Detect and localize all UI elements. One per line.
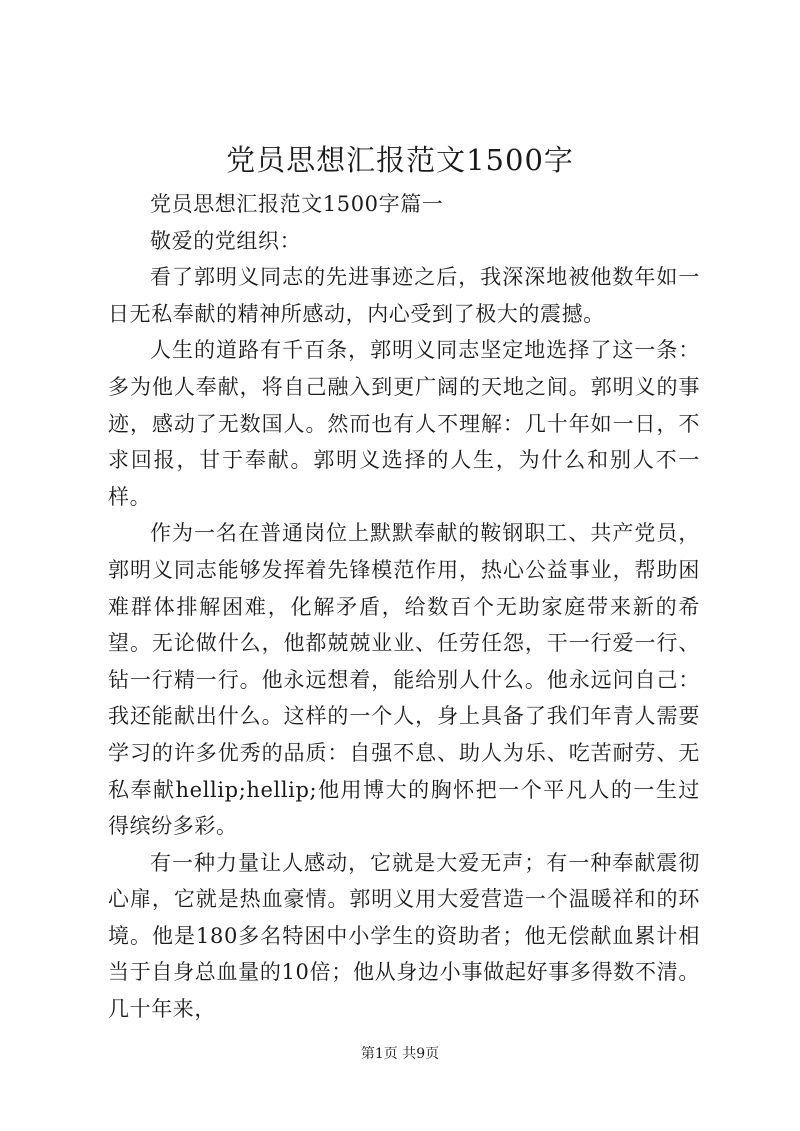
body-paragraph: 人生的道路有千百条，郭明义同志坚定地选择了这一条：多为他人奉献，将自己融入到更广阔的天地之间。郭明义的事迹，感动了无数国人。然而也有人不理解：几十年如一日，不求回报，甘于奉献。郭明义选择的人生，为什么和别人不一样。 xyxy=(108,338,700,509)
subtitle-paragraph: 党员思想汇报范文1500字篇一 xyxy=(150,192,444,216)
body-paragraph: 看了郭明义同志的先进事迹之后，我深深地被他数年如一日无私奉献的精神所感动，内心受到了极大的震撼。 xyxy=(108,265,700,326)
document-title: 党员思想汇报范文1500字 xyxy=(226,143,574,177)
body-paragraph: 有一种力量让人感动，它就是大爱无声；有一种奉献震彻心扉，它就是热血豪情。郭明义用大爱营造一个温暖祥和的环境。他是180多名特困中小学生的资助者；他无偿献血累计相当于自身总血量的10倍；他从身边小事做起好事多得数不清。几十年来， xyxy=(108,850,700,1022)
body-paragraph: 作为一名在普通岗位上默默奉献的鞍钢职工、共产党员，郭明义同志能够发挥着先锋模范作用，热心公益事业，帮助困难群体排解困难，化解矛盾，给数百个无助家庭带来新的希望。无论做什么，他都兢兢业业、任劳任怨，干一行爱一行、钻一行精一行。他永远想着，能给别人什么。他永远问自己：我还能献出什么。这样的一个人，身上具备了我们年青人需要学习的许多优秀的品质：自强不息、助人为乐、吃苦耐劳、无私奉献hellip;hellip;他用博大的胸怀把一个平凡人的一生过得缤纷多彩。 xyxy=(108,521,700,839)
document-body xyxy=(108,186,700,1028)
salutation-paragraph: 敬爱的党组织： xyxy=(150,228,302,253)
page-footer: 第1页 共9页 xyxy=(360,1046,440,1062)
